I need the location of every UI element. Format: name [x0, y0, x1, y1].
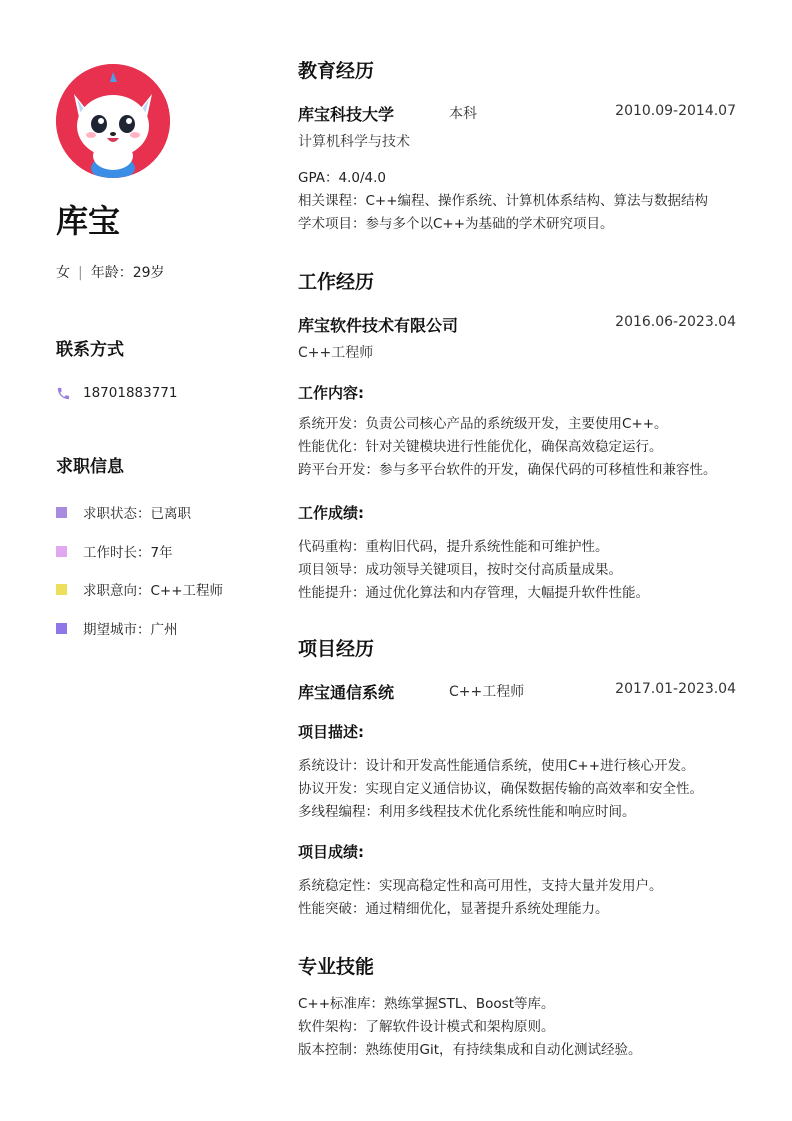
job-duration: 工作时长：7年	[56, 541, 173, 561]
skills-heading: 专业技能	[298, 956, 375, 978]
bullet-square-icon	[56, 584, 67, 595]
phone-number: 18701883771	[83, 385, 178, 401]
work-role: C++工程师	[298, 345, 374, 361]
phone-icon	[56, 386, 71, 401]
education-date: 2010.09-2014.07	[615, 103, 736, 119]
work-header-row	[298, 313, 736, 336]
company-name: 库宝软件技术有限公司	[298, 316, 459, 335]
bullet-square-icon	[56, 507, 67, 518]
degree: 本科	[449, 106, 477, 122]
candidate-name: 库宝	[56, 202, 121, 240]
work-results-list	[298, 536, 649, 605]
job-intention: 求职意向：C++工程师	[56, 579, 223, 599]
work-result-line: 性能提升：通过优化算法和内存管理，大幅提升软件性能。	[298, 585, 649, 601]
work-heading: 工作经历	[298, 271, 375, 293]
education-line: GPA：4.0/4.0	[298, 170, 386, 186]
skills-list	[298, 993, 642, 1062]
project-results-heading: 项目成绩:	[298, 843, 364, 861]
bullet-square-icon	[56, 546, 67, 557]
project-desc-line: 协议开发：实现自定义通信协议，确保数据传输的高效率和安全性。	[298, 781, 703, 797]
skill-line: C++标准库：熟练掌握STL、Boost等库。	[298, 996, 555, 1012]
education-line: 学术项目：参与多个以C++为基础的学术研究项目。	[298, 216, 614, 232]
education-header-row	[298, 102, 736, 125]
work-result-line: 项目领导：成功领导关键项目，按时交付高质量成果。	[298, 562, 622, 578]
major: 计算机科学与技术	[298, 134, 410, 150]
work-content-list	[298, 413, 717, 482]
education-line: 相关课程：C++编程、操作系统、计算机体系结构、算法与数据结构	[298, 193, 709, 209]
skill-line: 版本控制：熟练使用Git，有持续集成和自动化测试经验。	[298, 1042, 642, 1058]
project-role: C++工程师	[449, 684, 525, 700]
work-content-line: 性能优化：针对关键模块进行性能优化，确保高效稳定运行。	[298, 439, 663, 455]
avatar	[56, 64, 170, 178]
mascot-cat-icon	[56, 64, 170, 178]
work-content-line: 系统开发：负责公司核心产品的系统级开发，主要使用C++。	[298, 416, 668, 432]
age: 年龄：29岁	[90, 265, 165, 281]
work-date: 2016.06-2023.04	[615, 314, 736, 330]
bullet-square-icon	[56, 623, 67, 634]
project-header-row	[298, 680, 736, 703]
project-desc-line: 多线程编程：利用多线程技术优化系统性能和响应时间。	[298, 804, 636, 820]
job-city: 期望城市：广州	[56, 618, 178, 638]
project-name: 库宝通信系统	[298, 683, 395, 702]
divider: |	[78, 265, 83, 281]
skill-line: 软件架构：了解软件设计模式和架构原则。	[298, 1019, 555, 1035]
project-date: 2017.01-2023.04	[615, 681, 736, 697]
contact-heading: 联系方式	[56, 340, 124, 360]
sidebar	[0, 0, 260, 1121]
project-heading: 项目经历	[298, 638, 375, 660]
work-results-heading: 工作成绩:	[298, 504, 364, 522]
school-name: 库宝科技大学	[298, 105, 395, 124]
project-desc-list	[298, 755, 703, 824]
project-result-line: 性能突破：通过精细优化，显著提升系统处理能力。	[298, 901, 609, 917]
project-desc-heading: 项目描述:	[298, 723, 364, 741]
work-content-line: 跨平台开发：参与多平台软件的开发，确保代码的可移植性和兼容性。	[298, 462, 717, 478]
gender: 女	[56, 265, 70, 281]
education-heading: 教育经历	[298, 60, 375, 82]
project-desc-line: 系统设计：设计和开发高性能通信系统，使用C++进行核心开发。	[298, 758, 695, 774]
basic-info	[56, 262, 165, 282]
phone-row	[56, 385, 177, 401]
job-status: 求职状态：已离职	[56, 502, 191, 522]
work-result-line: 代码重构：重构旧代码，提升系统性能和可维护性。	[298, 539, 609, 555]
work-content-heading: 工作内容:	[298, 384, 364, 402]
education-details	[298, 167, 708, 236]
project-result-line: 系统稳定性：实现高稳定性和高可用性，支持大量并发用户。	[298, 878, 663, 894]
job-info-heading: 求职信息	[56, 457, 124, 477]
project-results-list	[298, 875, 663, 921]
